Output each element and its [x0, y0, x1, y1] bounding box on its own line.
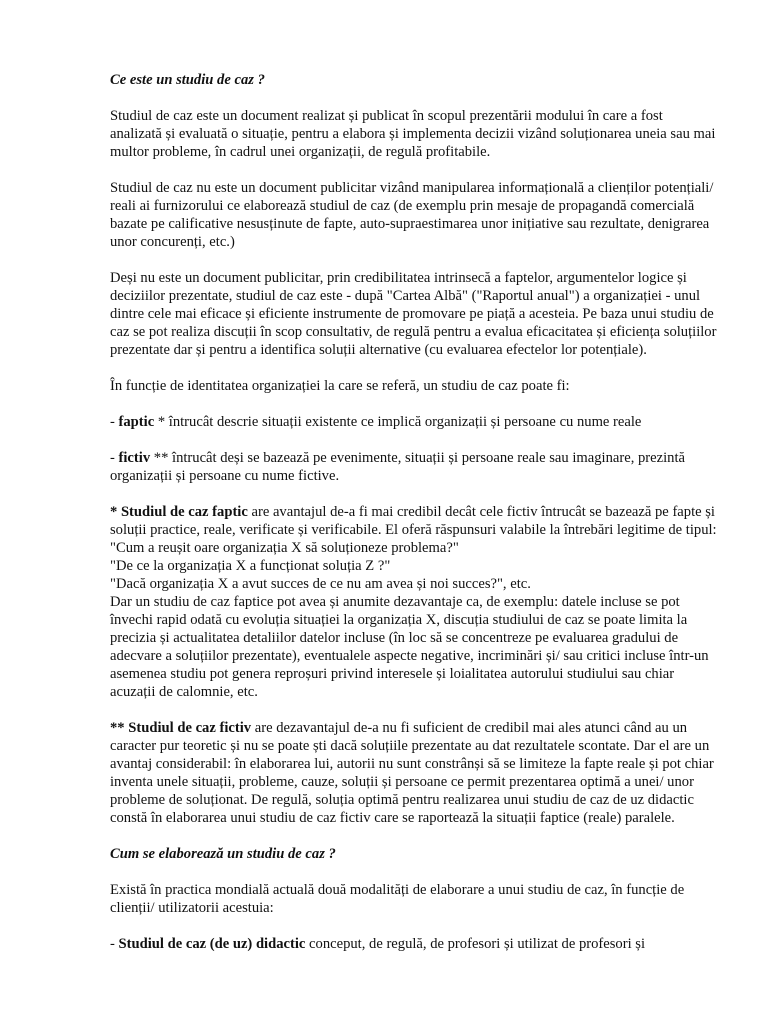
document-page — [110, 71, 718, 971]
paragraph-credibility: Deși nu este un document publicitar, prin credibilitatea intrinsecă a faptelor, argumentelor logice și deciziilor prezentate, studiul de caz este - după "Cartea Albă" ("Raportul anual") a organizației - unul dintre cele mai eficace și eficiente instrumente de promovare pe piață a acesteia. Pe baza unui studiu de caz se pot realiza discuții în scop consultativ, de regulă pentru a evalua eficacitatea și eficiența soluțiilor prezentate dar și pentru a identifica soluții alternative (cu evaluarea efectelor lor potențiale). — [110, 270, 717, 358]
term-faptic: faptic — [118, 414, 155, 430]
paragraph-faptic-section — [110, 503, 718, 701]
heading-what-is-case-study: Ce este un studiu de caz ? — [110, 72, 265, 88]
list-item-fictiv — [110, 449, 718, 485]
fictiv-section-text: are dezavantajul de-a nu fi suficient de credibil mai ales atunci când au un caracter pur teoretic și nu se poate ști dacă soluțiile prezentate au dat rezultatele scontate. Dar el are un avantaj considerabil: în elaborarea lui, autorii nu sunt constrânși să se limiteze la fapte reale și pot chiar inventa unele situații, probleme, cauze, soluții și persoane ce permit prezentarea optimă a unei/ unor probleme de soluționat. De regulă, soluția optimă pentru realizarea unui studiu de caz de uz didactic constă în elaborarea unui studiu de caz fictiv care se raportează la situații faptice (reale) paralele. — [110, 720, 714, 826]
faptic-section-text: are avantajul de-a fi mai credibil decât cele fictiv întrucât se bazează pe fapte și soluții practice, reale, verificate și verificabile. El oferă răspunsuri valabile la întrebări legitime de tipul: — [110, 504, 717, 538]
paragraph-types-intro: În funcție de identitatea organizației la care se referă, un studiu de caz poate fi: — [110, 378, 570, 394]
list-dash: - — [110, 450, 119, 466]
list-item-faptic — [110, 413, 718, 431]
paragraph-elaboration-modes: Există în practica mondială actuală două modalități de elaborare a unui studiu de caz, în funcție de clienții/ utilizatorii acestuia: — [110, 882, 685, 916]
list-dash: - — [110, 936, 119, 952]
heading-how-to-elaborate: Cum se elaborează un studiu de caz ? — [110, 846, 336, 862]
paragraph-not-advertising: Studiul de caz nu este un document publicitar vizând manipularea informațională a clienților potențiali/ reali ai furnizorului ce elaborează studiul de caz (de exemplu prin mesaje de propagandă comercială bazate pe calificative nesusținute de fapte, auto-supraestimarea unor inițiative sau rezultate, denigrarea unor concurenți, etc.) — [110, 180, 714, 250]
list-dash: - — [110, 414, 119, 430]
question-line-3: "Dacă organizația X a avut succes de ce nu am avea și noi succes?", etc. — [110, 576, 531, 592]
fictiv-section-lead: ** Studiul de caz fictiv — [110, 720, 252, 736]
paragraph-definition: Studiul de caz este un document realizat și publicat în scopul prezentării modului în care a fost analizată și evaluată o situație, pentru a elabora și implementa decizii vizând soluționarea uneia sau mai multor probleme, în cadrul unei organizații, de regulă profitabile. — [110, 108, 716, 160]
faptic-section-lead: * Studiul de caz faptic — [110, 504, 248, 520]
didactic-description: conceput, de regulă, de profesori și utilizat de profesori și — [305, 936, 646, 952]
faptic-disadvantages: Dar un studiu de caz faptice pot avea și anumite dezavantaje ca, de exemplu: datele incluse se pot învechi rapid odată cu evoluția situației la organizația X, discuția studiului de caz se poate limita la precizia și actualitatea detaliilor datelor incluse (în loc să se concentreze pe evaluarea gradului de adecvare a soluțiilor prezentate), eventualele aspecte negative, incriminări și/ sau critici incluse într-un asemenea studiu pot genera reproșuri privind interesele și loialitatea autorului studiului sau chiar acuzații de calomnie, etc. — [110, 594, 709, 700]
term-didactic: Studiul de caz (de uz) didactic — [118, 936, 306, 952]
paragraph-fictiv-section — [110, 719, 718, 827]
faptic-description: * întrucât descrie situații existente ce implică organizații și persoane cu nume reale — [154, 414, 642, 430]
question-line-1: "Cum a reușit oare organizația X să soluționeze problema?" — [110, 540, 459, 556]
list-item-didactic — [110, 935, 718, 953]
fictiv-description: ** întrucât deși se bazează pe evenimente, situații și persoane reale sau imaginare, prezintă organizații și persoane cu nume fictive. — [110, 450, 685, 484]
term-fictiv: fictiv — [118, 450, 151, 466]
question-line-2: "De ce la organizația X a funcționat soluția Z ?" — [110, 558, 391, 574]
